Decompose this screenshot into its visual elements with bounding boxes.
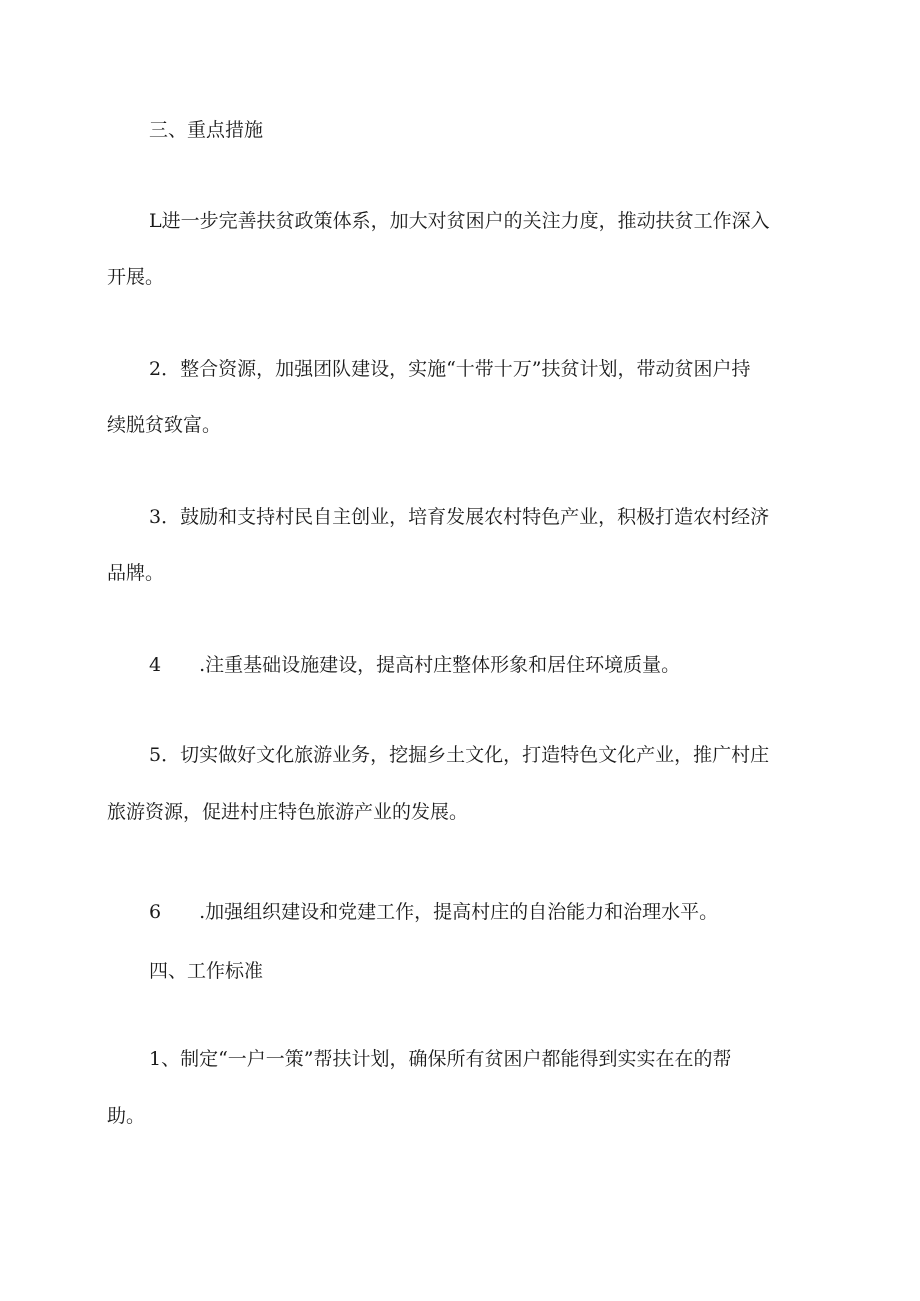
- section-heading-standards: 四、工作标准: [149, 960, 264, 982]
- item-4-number: 4: [149, 654, 162, 676]
- standard-1-line-1: 1、制定“一户一策”帮扶计划，确保所有贫困户都能得到实实在在的帮: [149, 1048, 732, 1070]
- item-3-line-1: 3．鼓励和支持村民自主创业，培育发展农村特色产业，积极打造农村经济: [149, 506, 770, 528]
- item-4-text: .注重基础设施建设，提高村庄整体形象和居住环境质量。: [199, 654, 681, 676]
- item-5-line-1: 5．切实做好文化旅游业务，挖掘乡土文化，打造特色文化产业，推广村庄: [149, 744, 770, 766]
- item-1-line-1: L进一步完善扶贫政策体系，加大对贫困户的关注力度，推动扶贫工作深入: [149, 210, 770, 232]
- item-6: [149, 900, 718, 924]
- item-6-number: 6: [149, 901, 162, 923]
- item-2-line-2: 续脱贫致富。: [107, 414, 222, 436]
- item-1-line-2: 开展。: [107, 266, 165, 288]
- item-3-line-2: 品牌。: [107, 562, 165, 584]
- item-4: [149, 653, 680, 677]
- standard-1-line-2: 助。: [107, 1105, 146, 1127]
- item-5-line-2: 旅游资源，促进村庄特色旅游产业的发展。: [107, 801, 469, 823]
- item-6-text: .加强组织建设和党建工作，提高村庄的自治能力和治理水平。: [199, 901, 719, 923]
- section-heading-measures: 三、重点措施: [149, 119, 264, 141]
- item-2-line-1: 2．整合资源，加强团队建设，实施“十带十万”扶贫计划，带动贫困户持: [149, 358, 751, 380]
